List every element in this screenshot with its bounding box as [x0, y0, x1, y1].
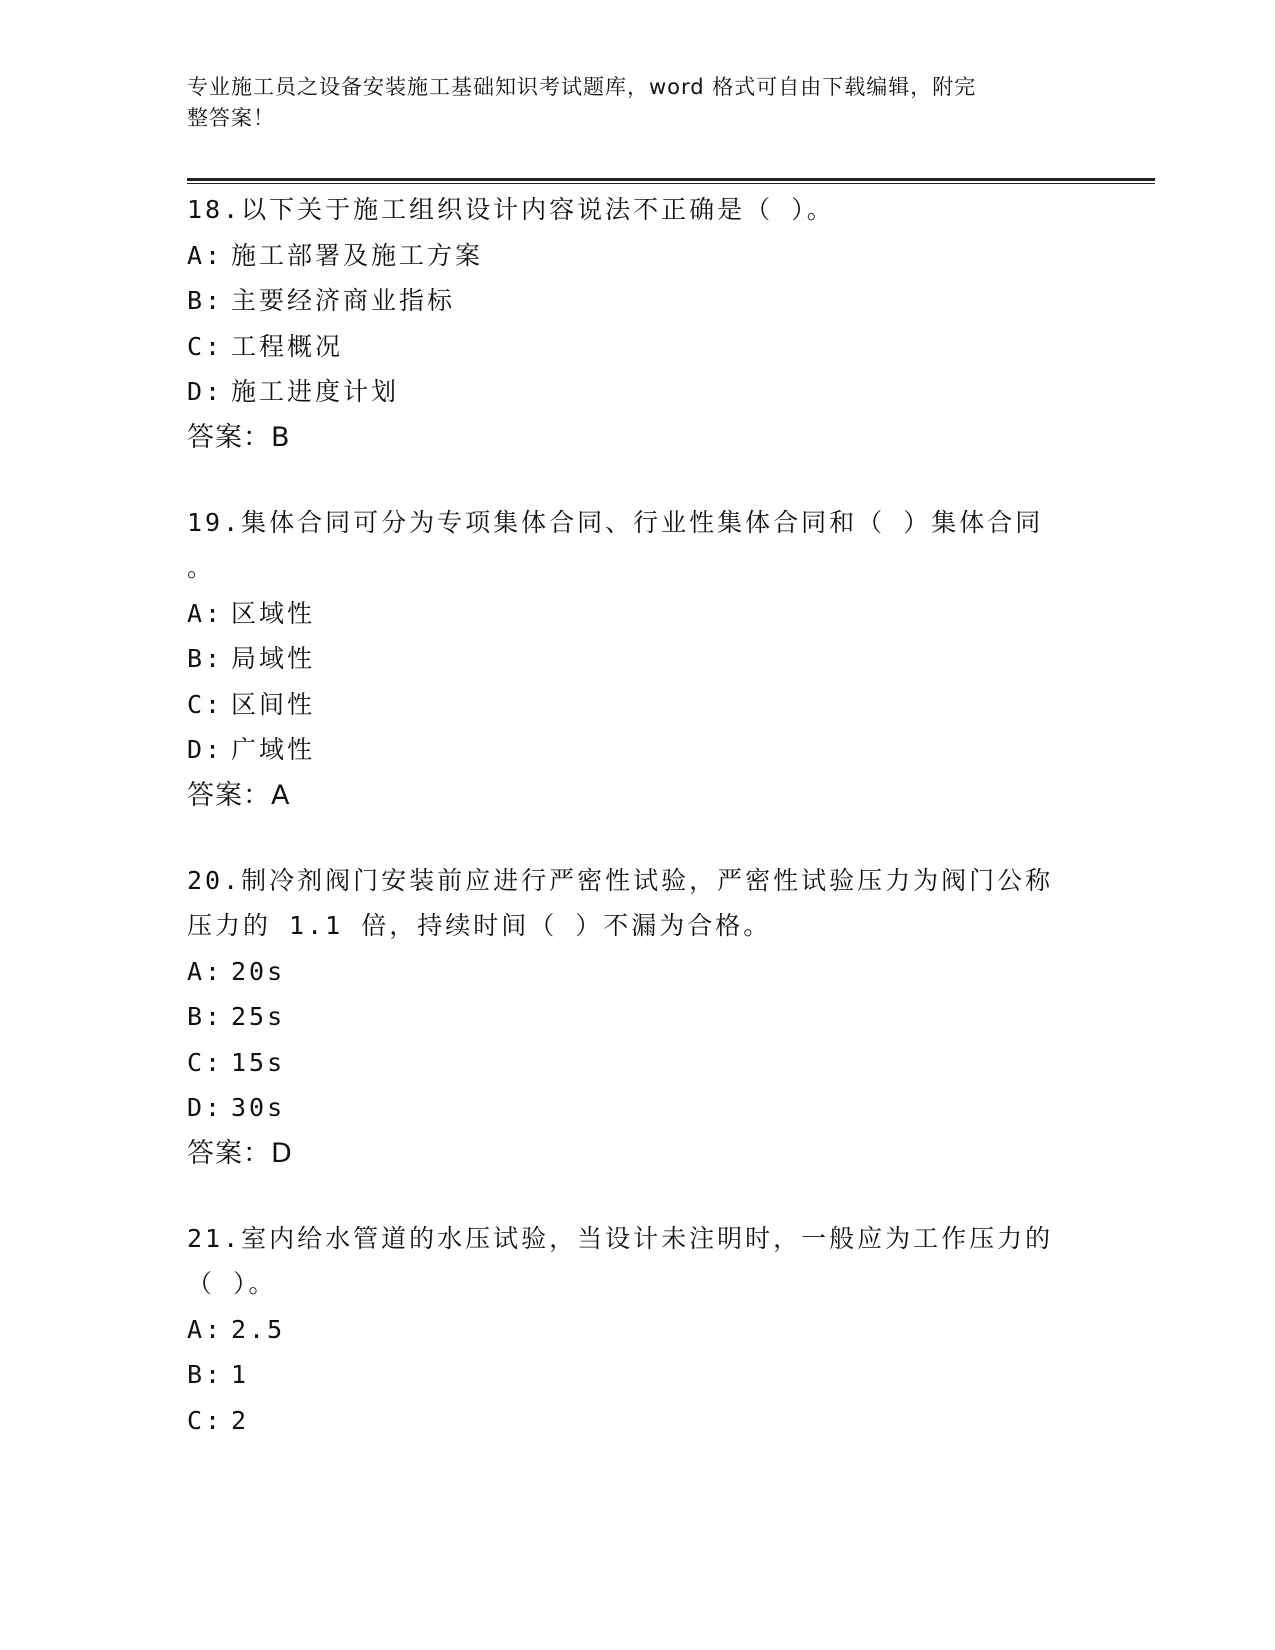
header-divider-thick [187, 178, 1155, 181]
header-line-1: 专业施工员之设备安装施工基础知识考试题库，word 格式可自由下载编辑，附完 [187, 75, 977, 99]
option-c [187, 1398, 1087, 1444]
option-c [187, 324, 1087, 370]
option-letter: A: [187, 598, 224, 628]
option-b [187, 1352, 1087, 1398]
question-stem: 18.以下关于施工组织设计内容说法不正确是（ ）。 [187, 195, 835, 224]
option-letter: A: [187, 240, 224, 270]
option-d [187, 369, 1087, 415]
option-letter: D: [187, 1093, 224, 1122]
option-text: 2.5 [231, 1314, 286, 1344]
option-c [187, 682, 1087, 728]
answer-line: 答案：A [187, 779, 291, 811]
question-20 [187, 858, 1087, 1177]
option-letter: B: [187, 1002, 224, 1031]
question-21 [187, 1216, 1087, 1444]
option-letter: C: [187, 331, 224, 361]
question-18 [187, 187, 1087, 461]
option-letter: D: [187, 735, 224, 764]
document-header [187, 72, 1067, 134]
option-letter: A: [187, 1314, 224, 1344]
option-d [187, 727, 1087, 773]
option-text: 工程概况 [231, 331, 344, 361]
option-text: 1 [231, 1360, 250, 1389]
option-a [187, 1307, 1087, 1353]
question-19 [187, 500, 1087, 819]
header-divider-thin [187, 183, 1155, 184]
option-text: 局域性 [231, 644, 316, 673]
question-stem-continued: （ ）。 [187, 1269, 277, 1298]
question-stem: 20.制冷剂阀门安装前应进行严密性试验，严密性试验压力为阀门公称 [187, 865, 1054, 895]
option-b [187, 994, 1087, 1040]
option-text: 施工进度计划 [231, 377, 400, 406]
option-b [187, 636, 1087, 682]
answer-line: 答案：B [187, 421, 291, 453]
option-c [187, 1040, 1087, 1086]
option-text: 区间性 [231, 689, 316, 719]
question-stem-continued: 。 [187, 553, 216, 582]
option-text: 15s [231, 1047, 286, 1077]
option-a [187, 591, 1087, 637]
header-line-2: 整答案！ [187, 106, 275, 130]
option-letter: C: [187, 689, 224, 719]
option-letter: B: [187, 1360, 224, 1389]
option-letter: A: [187, 956, 224, 986]
question-list [187, 187, 1087, 1482]
option-letter: B: [187, 286, 224, 315]
question-stem: 21.室内给水管道的水压试验，当设计未注明时，一般应为工作压力的 [187, 1223, 1054, 1253]
option-text: 施工部署及施工方案 [231, 240, 484, 270]
option-text: 30s [231, 1093, 286, 1122]
question-stem-continued: 压力的 1.1 倍，持续时间（ ）不漏为合格。 [187, 911, 772, 940]
answer-line: 答案：D [187, 1137, 293, 1169]
option-b [187, 278, 1087, 324]
option-letter: C: [187, 1405, 224, 1435]
option-letter: C: [187, 1047, 224, 1077]
option-text: 广域性 [231, 735, 316, 764]
option-letter: D: [187, 377, 224, 406]
option-a [187, 949, 1087, 995]
option-a [187, 233, 1087, 279]
option-text: 2 [231, 1405, 250, 1435]
option-letter: B: [187, 644, 224, 673]
option-text: 主要经济商业指标 [231, 286, 456, 315]
option-d [187, 1085, 1087, 1131]
option-text: 25s [231, 1002, 286, 1031]
question-stem: 19.集体合同可分为专项集体合同、行业性集体合同和（ ）集体合同 [187, 507, 1044, 537]
option-text: 区域性 [231, 598, 316, 628]
option-text: 20s [231, 956, 286, 986]
